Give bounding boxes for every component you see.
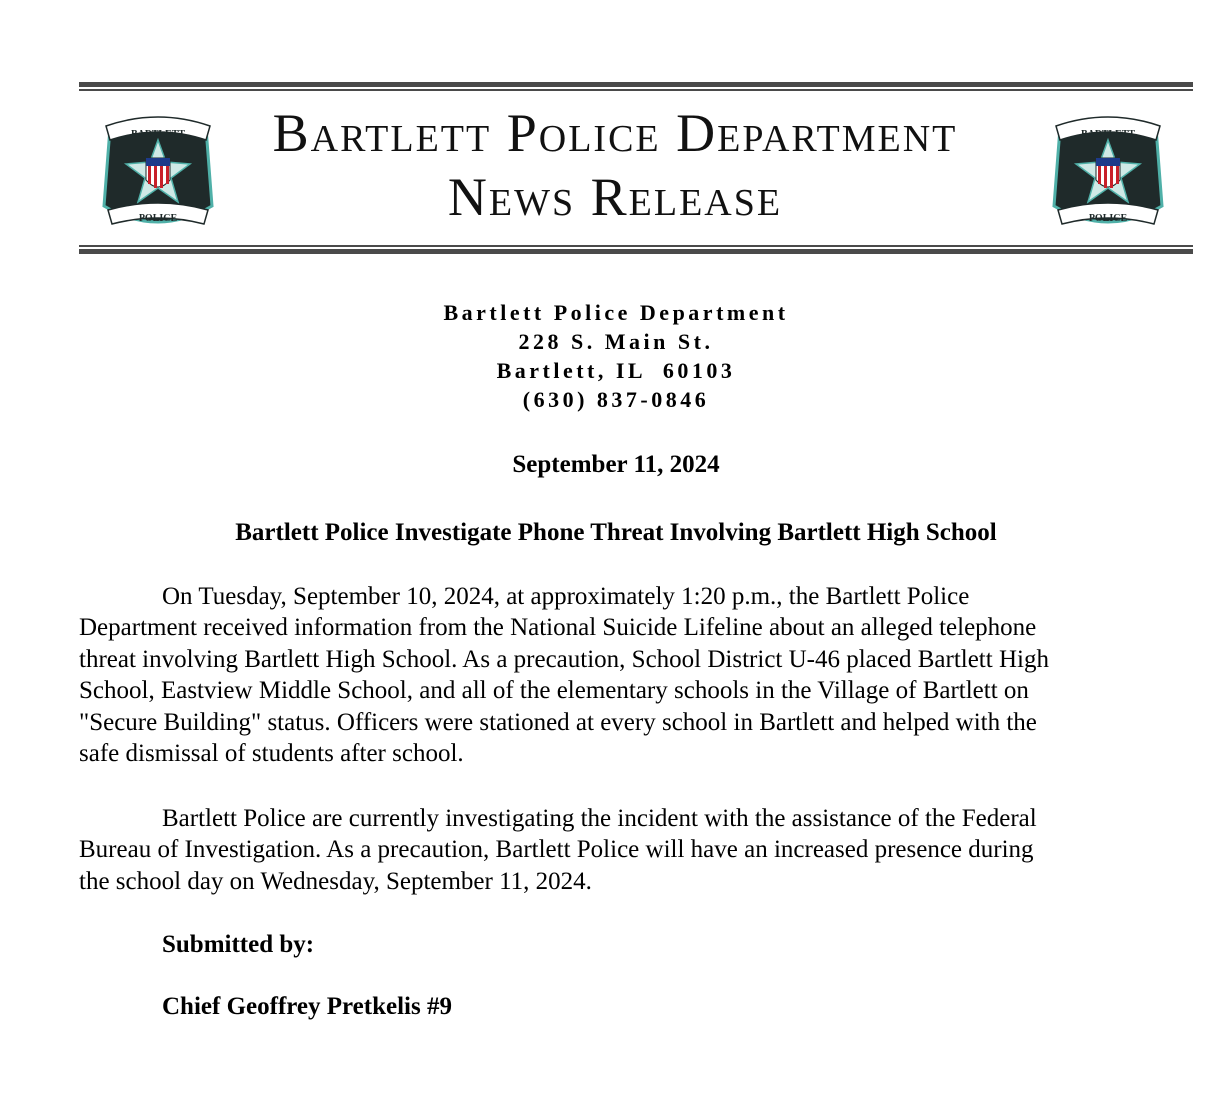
header-bottom-rule-thin	[79, 245, 1193, 247]
paragraph-line: Department received information from the National Suicide Lifeline about an alleged telephone	[79, 614, 1037, 642]
police-badge-right-icon	[1050, 110, 1166, 236]
badge-top-text: BARTLETT	[1080, 129, 1136, 140]
paragraph-line: the school day on Wednesday, September 11, 2024.	[79, 867, 592, 895]
badge-bottom-text: POLICE	[1088, 213, 1128, 224]
address-city: Bartlett, IL 60103	[496, 358, 736, 383]
address-street: 228 S. Main St.	[518, 329, 714, 354]
header-title-line1: Bartlett Police Department	[272, 103, 958, 163]
header-top-rule-thin	[79, 89, 1193, 91]
police-badge-left-icon	[100, 110, 216, 236]
paragraph-line: Bureau of Investigation. As a precaution, Bartlett Police will have an increased presence during	[79, 836, 1034, 864]
badge-top-text: BARTLETT	[130, 129, 186, 140]
submitter-name: Chief Geoffrey Pretkelis #9	[162, 993, 452, 1020]
paragraph-line: threat involving Bartlett High School. As a precaution, School District U-46 placed Bartlett High	[79, 645, 1049, 673]
release-headline: Bartlett Police Investigate Phone Threat Involving Bartlett High School	[235, 519, 997, 546]
badge-bottom-text: POLICE	[138, 213, 178, 224]
header-bottom-rule-thick	[79, 249, 1193, 254]
paragraph-line: School, Eastview Middle School, and all of the elementary schools in the Village of Bartlett on	[79, 677, 1029, 705]
body-paragraph-1	[79, 581, 1199, 769]
body-paragraph-2	[79, 803, 1199, 897]
address-block	[0, 298, 1232, 414]
submitted-by-label: Submitted by:	[162, 931, 315, 958]
release-date: September 11, 2024	[512, 451, 720, 478]
paragraph-line: Bartlett Police are currently investigating the incident with the assistance of the Federal	[162, 805, 1037, 832]
address-phone: (630) 837-0846	[522, 387, 710, 412]
paragraph-line: "Secure Building" status. Officers were stationed at every school in Bartlett and helped with the	[79, 708, 1037, 736]
paragraph-line: On Tuesday, September 10, 2024, at approximately 1:20 p.m., the Bartlett Police	[162, 583, 970, 610]
header-top-rule-thick	[79, 82, 1193, 87]
address-org: Bartlett Police Department	[443, 300, 789, 325]
header-title-line2: News Release	[447, 167, 783, 227]
paragraph-line: safe dismissal of students after school.	[79, 740, 464, 768]
